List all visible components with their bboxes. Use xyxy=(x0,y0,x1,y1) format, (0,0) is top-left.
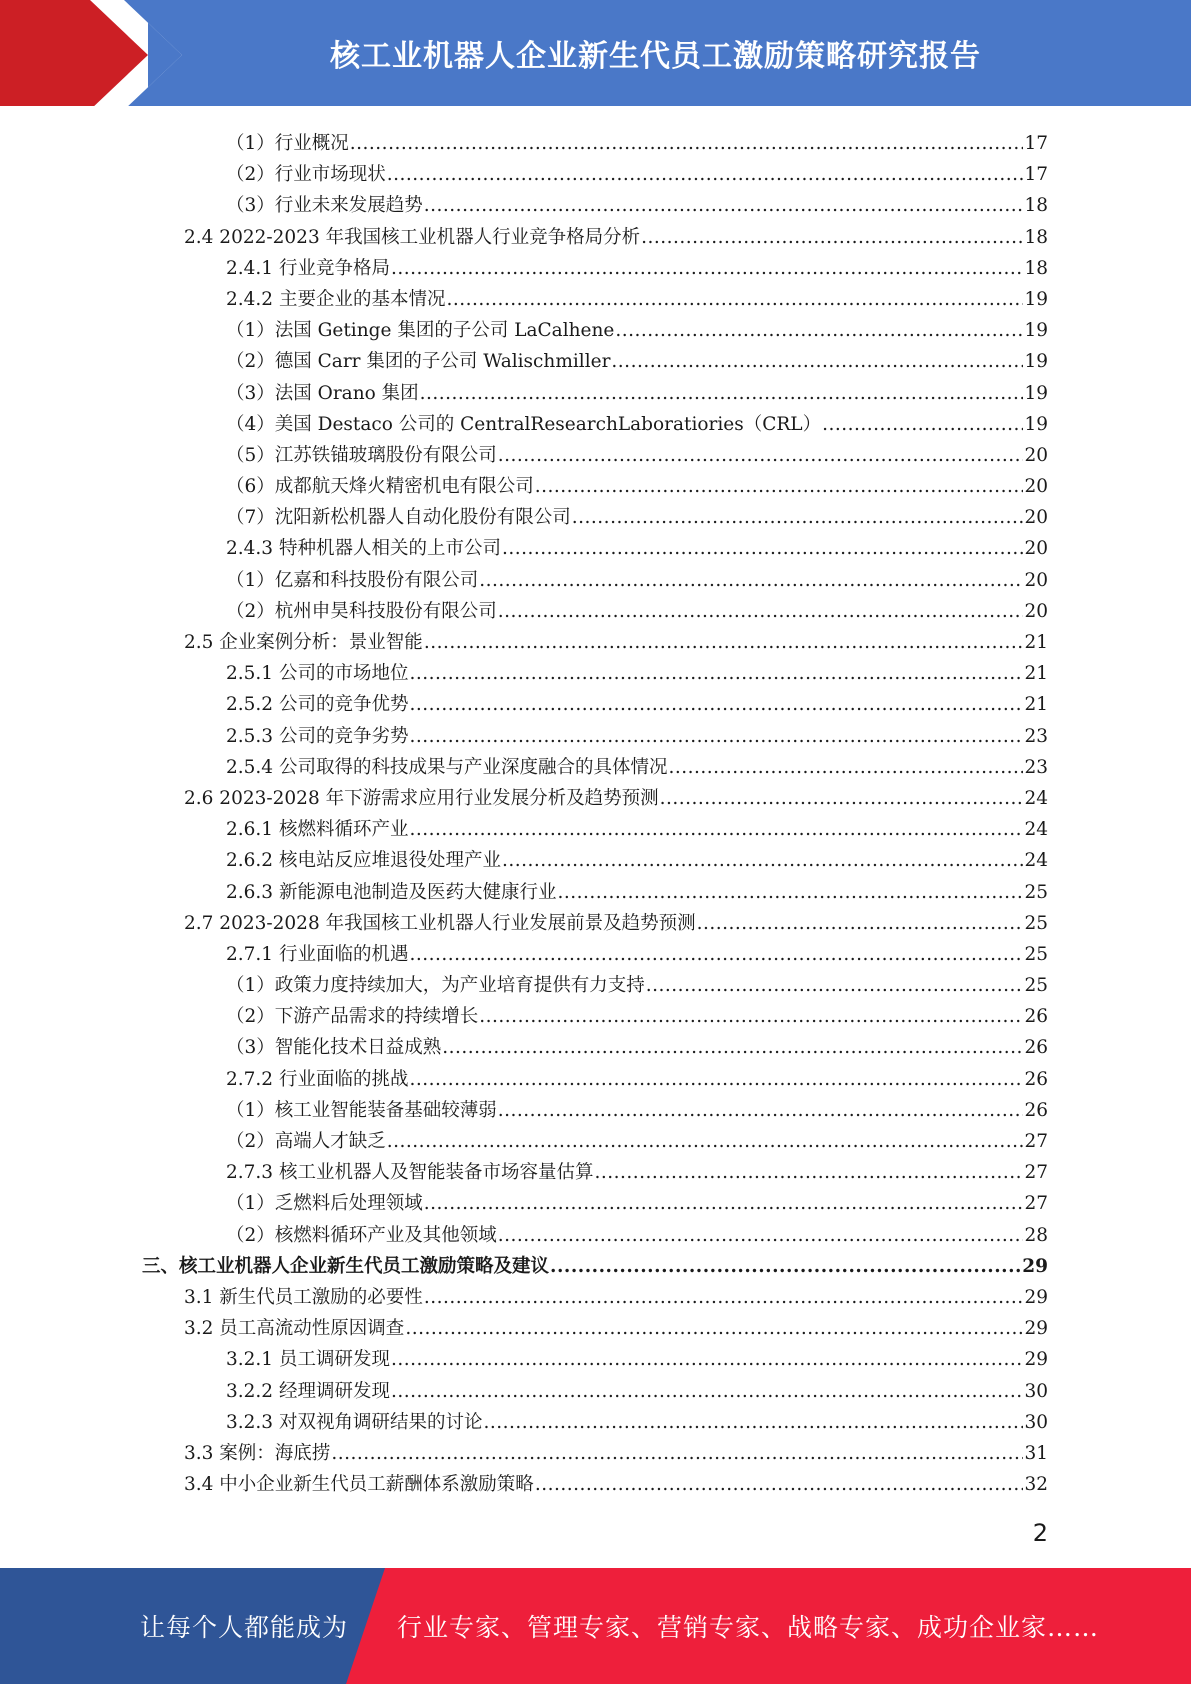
toc-leader-dots xyxy=(424,190,1024,221)
toc-entry-page: 25 xyxy=(1024,975,1048,997)
toc-entry-title: 2.7.2 行业面临的挑战 xyxy=(226,1068,409,1090)
toc-entry[interactable] xyxy=(0,1282,1191,1313)
toc-entry-page: 30 xyxy=(1024,1411,1048,1433)
toc-entry-title: （1）行业概况 xyxy=(226,133,349,154)
toc-entry[interactable] xyxy=(0,440,1191,471)
toc-entry[interactable] xyxy=(0,409,1191,440)
toc-leader-dots xyxy=(479,1001,1023,1032)
toc-entry[interactable] xyxy=(0,1251,1191,1282)
toc-entry-title: （4）美国 Destaco 公司的 CentralResearchLaboratiories（CRL） xyxy=(226,413,822,435)
toc-entry-page: 18 xyxy=(1024,226,1048,248)
toc-entry[interactable] xyxy=(0,1376,1191,1407)
toc-entry[interactable] xyxy=(0,689,1191,720)
toc-entry[interactable] xyxy=(0,845,1191,876)
toc-leader-dots xyxy=(535,1469,1024,1500)
toc-entry-page: 29 xyxy=(1024,1286,1048,1308)
page-header xyxy=(0,0,1191,110)
toc-entry-title: 2.4.3 特种机器人相关的上市公司 xyxy=(226,538,501,560)
toc-entry[interactable] xyxy=(0,1157,1191,1188)
toc-entry-title: 3.4 中小企业新生代员工薪酬体系激励策略 xyxy=(184,1474,534,1496)
toc-leader-dots xyxy=(409,658,1023,689)
toc-leader-dots xyxy=(424,1188,1024,1219)
toc-entry-page: 26 xyxy=(1024,1068,1048,1090)
toc-leader-dots xyxy=(557,877,1023,908)
toc-entry-page: 30 xyxy=(1024,1380,1048,1402)
toc-entry-title: 2.6.3 新能源电池制造及医药大健康行业 xyxy=(226,881,557,903)
toc-entry-title: （2）下游产品需求的持续增长 xyxy=(226,1006,479,1028)
toc-leader-dots xyxy=(387,159,1024,190)
toc-entry-page: 21 xyxy=(1024,663,1048,685)
toc-entry-title: （1）法国 Getinge 集团的子公司 LaCalhene xyxy=(226,320,615,342)
toc-entry[interactable] xyxy=(0,1469,1191,1500)
toc-entry-page: 21 xyxy=(1024,632,1048,653)
toc-entry[interactable] xyxy=(0,1126,1191,1157)
toc-entry-page: 23 xyxy=(1024,756,1048,778)
toc-entry-title: （7）沈阳新松机器人自动化股份有限公司 xyxy=(226,507,571,529)
toc-leader-dots xyxy=(409,1064,1023,1095)
toc-entry[interactable] xyxy=(0,222,1191,253)
toc-entry[interactable] xyxy=(0,378,1191,409)
toc-entry-title: 3.3 案例：海底捞 xyxy=(184,1442,331,1464)
toc-leader-dots xyxy=(420,378,1024,409)
toc-entry[interactable] xyxy=(0,1407,1191,1438)
toc-entry-title: （1）核工业智能装备基础较薄弱 xyxy=(226,1099,497,1121)
toc-leader-dots xyxy=(498,596,1024,627)
toc-entry-page: 24 xyxy=(1024,787,1048,809)
toc-entry-title: 2.5.2 公司的竞争优势 xyxy=(226,694,409,716)
toc-entry-page: 19 xyxy=(1024,351,1048,373)
toc-entry[interactable] xyxy=(0,1188,1191,1219)
toc-entry-page: 19 xyxy=(1024,382,1048,404)
toc-leader-dots xyxy=(498,1220,1024,1251)
toc-entry-page: 18 xyxy=(1024,257,1048,279)
toc-leader-dots xyxy=(498,440,1024,471)
toc-entry-title: 2.5.1 公司的市场地位 xyxy=(226,663,409,685)
toc-entry-title: 三、核工业机器人企业新生代员工激励策略及建议 xyxy=(142,1255,550,1277)
toc-entry-page: 29 xyxy=(1024,1318,1048,1340)
toc-entry-title: 2.4.2 主要企业的基本情况 xyxy=(226,288,446,310)
toc-leader-dots xyxy=(409,814,1023,845)
toc-entry[interactable] xyxy=(0,877,1191,908)
toc-entry-page: 21 xyxy=(1024,694,1048,716)
toc-entry-page: 20 xyxy=(1024,569,1048,591)
toc-entry[interactable] xyxy=(0,1001,1191,1032)
toc-entry[interactable] xyxy=(0,1032,1191,1063)
toc-entry-page: 19 xyxy=(1024,320,1048,342)
toc-entry-page: 31 xyxy=(1024,1442,1048,1464)
toc-entry-title: 2.6 2023-2028 年下游需求应用行业发展分析及趋势预测 xyxy=(184,787,659,809)
toc-entry[interactable] xyxy=(0,533,1191,564)
toc-entry-page: 25 xyxy=(1024,943,1048,965)
toc-entry[interactable] xyxy=(0,1095,1191,1126)
toc-entry[interactable] xyxy=(0,970,1191,1001)
toc-entry[interactable] xyxy=(0,596,1191,627)
toc-leader-dots xyxy=(409,721,1023,752)
toc-entry-title: （3）法国 Orano 集团 xyxy=(226,382,419,404)
toc-entry-page: 20 xyxy=(1024,444,1048,466)
toc-entry-page: 20 xyxy=(1024,476,1048,498)
toc-entry-page: 19 xyxy=(1024,288,1048,310)
toc-entry[interactable] xyxy=(0,627,1191,658)
toc-entry-title: 2.4 2022-2023 年我国核工业机器人行业竞争格局分析 xyxy=(184,226,641,248)
table-of-contents xyxy=(0,128,1191,1500)
toc-leader-dots xyxy=(502,533,1023,564)
toc-entry-page: 25 xyxy=(1024,881,1048,903)
toc-leader-dots xyxy=(387,1126,1024,1157)
toc-entry-page: 17 xyxy=(1024,164,1048,186)
toc-entry[interactable] xyxy=(0,721,1191,752)
toc-leader-dots xyxy=(479,565,1023,596)
toc-entry-title: （2）行业市场现状 xyxy=(226,164,386,186)
toc-leader-dots xyxy=(668,752,1023,783)
toc-entry-title: 2.7.1 行业面临的机遇 xyxy=(226,943,409,965)
toc-leader-dots xyxy=(535,471,1024,502)
toc-entry-page: 29 xyxy=(1022,1255,1048,1277)
toc-entry[interactable] xyxy=(0,658,1191,689)
toc-leader-dots xyxy=(641,222,1023,253)
toc-leader-dots xyxy=(424,627,1024,658)
toc-entry-title: 3.2 员工高流动性原因调查 xyxy=(184,1318,405,1340)
toc-leader-dots xyxy=(594,1157,1023,1188)
toc-entry[interactable] xyxy=(0,783,1191,814)
toc-entry-page: 23 xyxy=(1024,725,1048,747)
toc-entry-title: （3）行业未来发展趋势 xyxy=(226,195,423,217)
toc-entry[interactable] xyxy=(0,502,1191,533)
toc-entry-page: 25 xyxy=(1024,912,1048,934)
toc-entry-title: 2.6.2 核电站反应堆退役处理产业 xyxy=(226,850,501,872)
toc-entry-title: 2.5.3 公司的竞争劣势 xyxy=(226,725,409,747)
document-title: 核工业机器人企业新生代员工激励策略研究报告 xyxy=(330,39,981,74)
toc-entry-title: 3.2.1 员工调研发现 xyxy=(226,1349,390,1371)
toc-entry-title: 2.7.3 核工业机器人及智能装备市场容量估算 xyxy=(226,1162,594,1184)
toc-entry-page: 27 xyxy=(1024,1193,1048,1215)
toc-entry-page: 17 xyxy=(1024,133,1048,154)
toc-leader-dots xyxy=(405,1313,1023,1344)
toc-entry-title: （5）江苏铁锚玻璃股份有限公司 xyxy=(226,444,497,466)
toc-entry-page: 32 xyxy=(1024,1474,1048,1496)
page-footer xyxy=(0,1568,1191,1684)
toc-leader-dots xyxy=(409,689,1023,720)
toc-leader-dots xyxy=(502,845,1023,876)
toc-entry-title: 2.5 企业案例分析：景业智能 xyxy=(184,632,423,653)
toc-leader-dots xyxy=(391,1344,1023,1375)
toc-entry-title: （1）乏燃料后处理领域 xyxy=(226,1193,423,1215)
toc-entry-title: 3.1 新生代员工激励的必要性 xyxy=(184,1286,423,1308)
page-number: 2 xyxy=(1032,1519,1048,1547)
toc-leader-dots xyxy=(331,1438,1023,1469)
toc-entry-title: （2）高端人才缺乏 xyxy=(226,1131,386,1152)
toc-leader-dots xyxy=(350,128,1024,159)
toc-entry-page: 20 xyxy=(1024,538,1048,560)
toc-entry[interactable] xyxy=(0,159,1191,190)
toc-entry-page: 19 xyxy=(1024,413,1048,435)
toc-entry[interactable] xyxy=(0,253,1191,284)
toc-leader-dots xyxy=(446,284,1023,315)
toc-leader-dots xyxy=(550,1251,1021,1282)
toc-entry-page: 20 xyxy=(1024,507,1048,529)
toc-entry-page: 28 xyxy=(1024,1224,1048,1246)
toc-entry-title: （1）政策力度持续加大，为产业培育提供有力支持 xyxy=(226,975,645,997)
toc-entry[interactable] xyxy=(0,814,1191,845)
toc-leader-dots xyxy=(498,1095,1024,1126)
footer-slogan-left: 让每个人都能成为 xyxy=(140,1613,349,1642)
toc-entry-page: 26 xyxy=(1024,1099,1048,1121)
toc-leader-dots xyxy=(615,315,1023,346)
toc-leader-dots xyxy=(660,783,1024,814)
toc-entry-page: 24 xyxy=(1024,850,1048,872)
toc-entry[interactable] xyxy=(0,284,1191,315)
toc-entry-title: （2）核燃料循环产业及其他领域 xyxy=(226,1224,497,1246)
footer-slogan-right: 行业专家、管理专家、营销专家、战略专家、成功企业家…… xyxy=(397,1613,1100,1642)
toc-entry-page: 27 xyxy=(1024,1162,1048,1184)
toc-entry-title: （3）智能化技术日益成熟 xyxy=(226,1037,442,1059)
toc-entry-page: 24 xyxy=(1024,819,1048,841)
toc-entry-title: 2.5.4 公司取得的科技成果与产业深度融合的具体情况 xyxy=(226,756,668,778)
toc-entry[interactable] xyxy=(0,565,1191,596)
toc-entry-title: 2.4.1 行业竞争格局 xyxy=(226,257,390,279)
toc-entry-title: 2.7 2023-2028 年我国核工业机器人行业发展前景及趋势预测 xyxy=(184,912,696,934)
toc-entry-page: 29 xyxy=(1024,1349,1048,1371)
toc-entry-page: 27 xyxy=(1024,1131,1048,1152)
toc-entry-title: （2）杭州申昊科技股份有限公司 xyxy=(226,600,497,622)
toc-leader-dots xyxy=(572,502,1024,533)
toc-leader-dots xyxy=(483,1407,1023,1438)
toc-entry[interactable] xyxy=(0,1438,1191,1469)
toc-entry-page: 26 xyxy=(1024,1006,1048,1028)
toc-entry[interactable] xyxy=(0,471,1191,502)
toc-leader-dots xyxy=(409,939,1023,970)
toc-entry-title: （6）成都航天烽火精密机电有限公司 xyxy=(226,476,534,498)
toc-entry-page: 26 xyxy=(1024,1037,1048,1059)
toc-entry[interactable] xyxy=(0,939,1191,970)
toc-leader-dots xyxy=(442,1032,1023,1063)
toc-leader-dots xyxy=(697,908,1024,939)
toc-entry-title: （1）亿嘉和科技股份有限公司 xyxy=(226,569,479,591)
toc-leader-dots xyxy=(822,409,1023,440)
toc-entry[interactable] xyxy=(0,315,1191,346)
toc-entry[interactable] xyxy=(0,190,1191,221)
toc-entry-page: 18 xyxy=(1024,195,1048,217)
toc-entry[interactable] xyxy=(0,128,1191,159)
toc-leader-dots xyxy=(424,1282,1024,1313)
toc-entry[interactable] xyxy=(0,1064,1191,1095)
toc-entry[interactable] xyxy=(0,752,1191,783)
toc-entry-title: 3.2.3 对双视角调研结果的讨论 xyxy=(226,1411,483,1433)
toc-entry[interactable] xyxy=(0,1220,1191,1251)
toc-leader-dots xyxy=(391,1376,1023,1407)
toc-leader-dots xyxy=(391,253,1023,284)
toc-entry[interactable] xyxy=(0,346,1191,377)
toc-entry-title: 3.2.2 经理调研发现 xyxy=(226,1380,390,1402)
toc-entry[interactable] xyxy=(0,1344,1191,1375)
toc-entry[interactable] xyxy=(0,908,1191,939)
toc-entry-title: （2）德国 Carr 集团的子公司 Walischmiller xyxy=(226,351,611,373)
toc-entry-title: 2.6.1 核燃料循环产业 xyxy=(226,819,409,841)
toc-entry[interactable] xyxy=(0,1313,1191,1344)
toc-entry-page: 20 xyxy=(1024,600,1048,622)
toc-leader-dots xyxy=(646,970,1024,1001)
toc-leader-dots xyxy=(611,346,1023,377)
